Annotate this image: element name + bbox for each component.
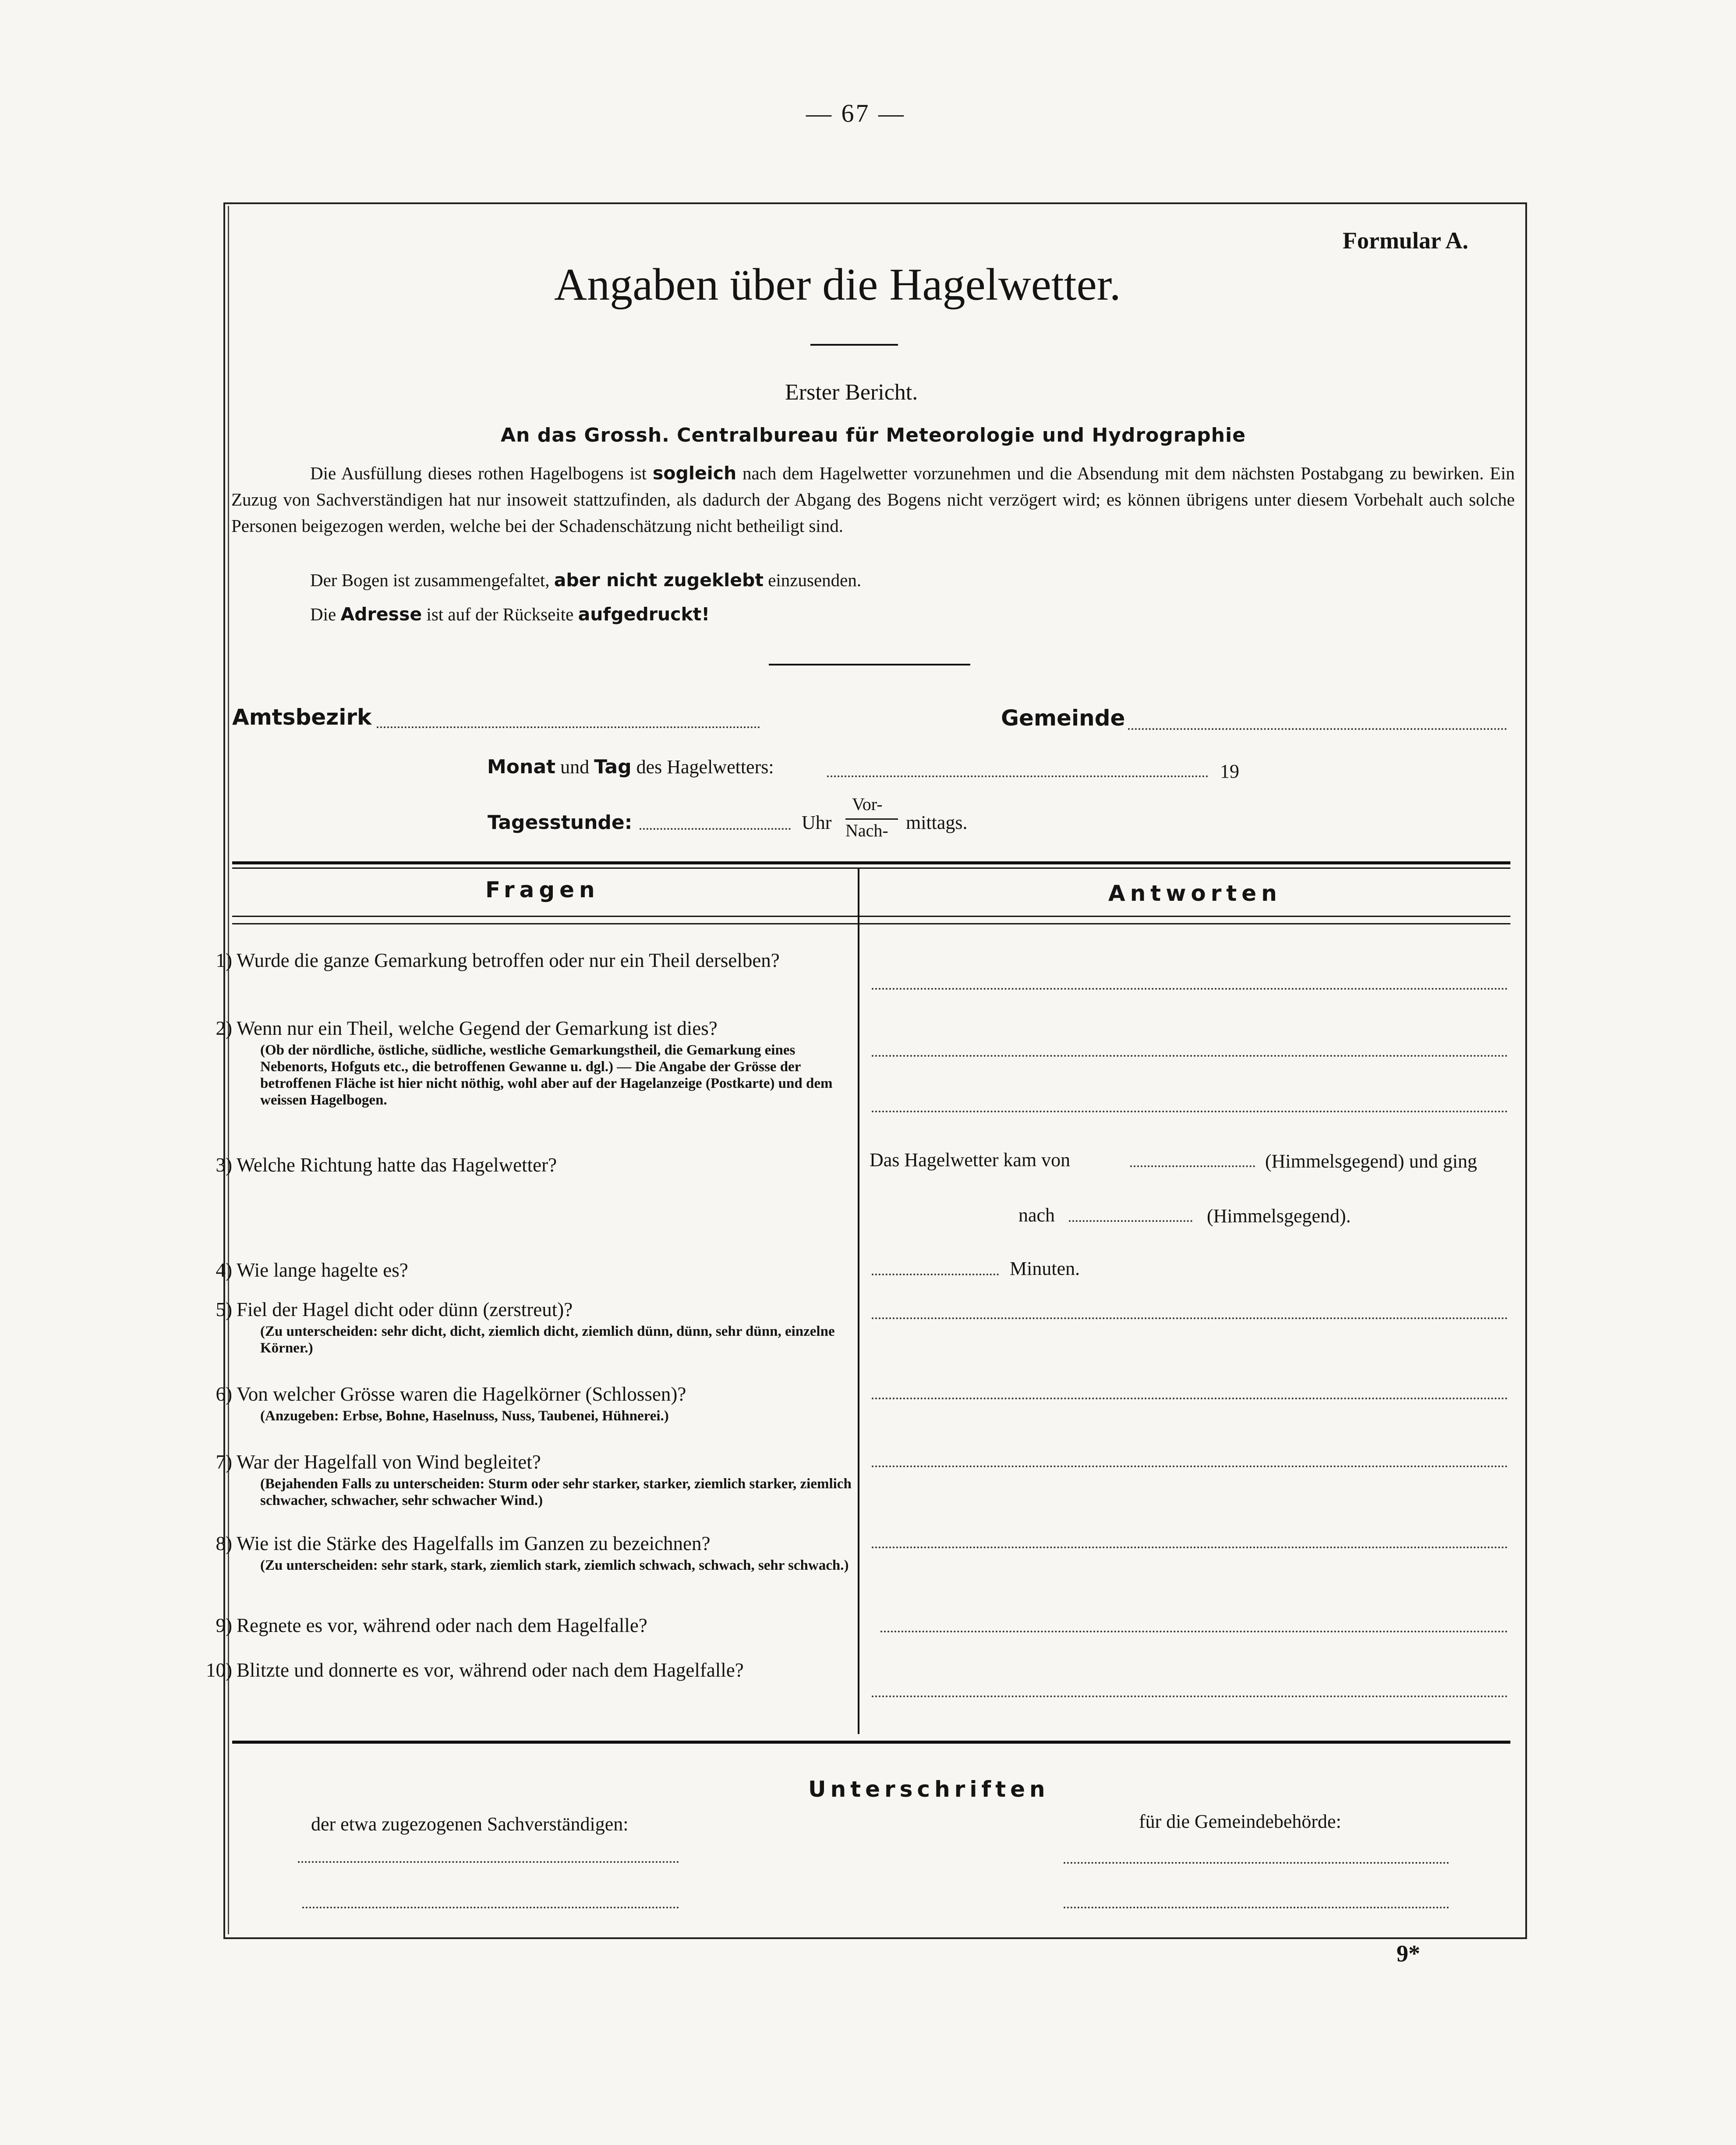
question-text: Wie lange hagelte es? [237, 1259, 408, 1281]
question-text: Wenn nur ein Theil, welche Gegend der Gemarkung ist dies? [237, 1017, 718, 1039]
addressee: An das Grossh. Centralbureau für Meteorologie und Hydrographie [501, 424, 1246, 446]
question-2 [216, 1016, 854, 1108]
column-header-answers: Antworten [1108, 881, 1282, 906]
tagesstunde-field[interactable] [640, 828, 791, 830]
amtsbezirk-field[interactable] [377, 726, 760, 728]
instructions-text: Die Ausfüllung dieses rothen Hagelbogens ist [310, 463, 653, 483]
page-number: — 67 — [806, 99, 905, 127]
column-divider [858, 869, 859, 1734]
instructions-paragraph-1 [231, 460, 1515, 539]
table-top-rule-thin [232, 867, 1510, 869]
gemeinde-field[interactable] [1128, 728, 1507, 730]
question-text: Blitzte und donnerte es vor, während oder nach dem Hagelfalle? [237, 1659, 744, 1681]
nach-label: Nach- [845, 821, 888, 840]
answer-5-field[interactable] [872, 1317, 1508, 1319]
table-header-rule-1 [232, 916, 1510, 917]
answer-6-field[interactable] [872, 1398, 1508, 1399]
municipality-label: für die Gemeindebehörde: [1139, 1811, 1341, 1832]
answer-3-from-label: Das Hagelwetter kam von [870, 1149, 1071, 1171]
question-text: Fiel der Hagel dicht oder dünn (zerstreut)? [237, 1299, 573, 1320]
date-field[interactable] [827, 775, 1208, 777]
instructions-text: nach dem Hagelwetter vorzunehmen und die Absendung mit dem nächsten Postabgang zu bewirken. Ein Zuzug von Sachverständigen hat nur insoweit stattzufinden, als dadurch der Abgang des Bogens nicht verzögert wird; es können übrigens unter diesem Vorbehalt auch solche Personen beigezogen werden, welche bei der Schadenschätzung nicht betheiligt sind. [231, 463, 1515, 536]
question-note: (Bejahenden Falls zu unterscheiden: Sturm oder sehr starker, starker, ziemlich starker, ziemlich schwacher, schwacher, sehr schwacher Wind.) [260, 1476, 852, 1508]
answer-3-from-field[interactable] [1130, 1165, 1255, 1167]
answer-4-field[interactable] [872, 1274, 999, 1275]
fraction-bar [845, 818, 898, 820]
question-note: (Anzugeben: Erbse, Bohne, Haselnuss, Nuss, Taubenei, Hühnerei.) [260, 1408, 669, 1424]
question-number: 4) [216, 1259, 232, 1281]
question-text: Welche Richtung hatte das Hagelwetter? [237, 1154, 557, 1176]
question-number: 3) [216, 1154, 232, 1176]
question-5 [216, 1298, 854, 1356]
question-text: Wurde die ganze Gemarkung betroffen oder nur ein Theil derselben? [237, 949, 780, 971]
question-number: 9) [216, 1614, 232, 1636]
instructions-text: Die [310, 604, 341, 624]
question-9 [216, 1614, 854, 1637]
expert-signature-line-2[interactable] [302, 1907, 679, 1908]
instructions-text: ist auf der Rückseite [422, 604, 578, 624]
instructions-emphasis: Adresse [340, 604, 422, 625]
question-8 [216, 1532, 854, 1574]
answer-10-field[interactable] [872, 1695, 1508, 1697]
amtsbezirk-label: Amtsbezirk [232, 704, 372, 730]
title-divider [810, 344, 898, 346]
question-10 [206, 1658, 854, 1682]
form-label: Formular A. [1343, 227, 1468, 254]
answer-2-field-line-1[interactable] [872, 1055, 1508, 1057]
answer-9-field[interactable] [880, 1631, 1508, 1632]
question-7 [216, 1450, 854, 1509]
experts-label: der etwa zugezogenen Sachverständigen: [311, 1813, 629, 1835]
uhr-label: Uhr [802, 812, 832, 833]
table-bottom-rule [232, 1741, 1510, 1744]
table-top-rule-thick [232, 861, 1510, 864]
vor-label: Vor- [852, 794, 883, 814]
instructions-emphasis: sogleich [652, 463, 737, 484]
answer-4-minutes-label: Minuten. [1010, 1258, 1080, 1279]
question-4 [216, 1258, 854, 1282]
question-number: 7) [216, 1451, 232, 1473]
instructions-divider [769, 664, 970, 665]
monat-label: Monat [487, 756, 556, 778]
answer-3-himmelsgegend-label: (Himmelsgegend) und ging [1265, 1150, 1477, 1172]
question-note: (Zu unterscheiden: sehr stark, stark, ziemlich stark, ziemlich schwach, schwach, sehr schwach.) [260, 1557, 849, 1573]
date-label [487, 756, 774, 778]
signatures-heading: Unterschriften [808, 1777, 1050, 1802]
question-number: 6) [216, 1383, 232, 1405]
question-text: Regnete es vor, während oder nach dem Hagelfalle? [237, 1614, 647, 1636]
answer-3-to-field[interactable] [1069, 1220, 1192, 1222]
question-number: 5) [216, 1299, 232, 1320]
question-number: 8) [216, 1533, 232, 1554]
tagesstunde-label: Tagesstunde: [488, 811, 633, 834]
question-text: War der Hagelfall von Wind begleitet? [237, 1451, 541, 1473]
question-note: (Ob der nördliche, östliche, südliche, westliche Gemarkungstheil, die Gemarkung eines Nebenorts, Hofguts etc., die betroffenen Gewanne u. dgl.) — Die Angabe der Grösse der betroffenen Fläche ist hier nicht nöthig, wohl aber auf der Hagelanzeige (Postkarte) und dem weissen Hagelbogen. [260, 1042, 833, 1108]
question-text: Wie ist die Stärke des Hagelfalls im Ganzen zu bezeichnen? [237, 1533, 711, 1554]
mittags-label: mittags. [906, 812, 968, 833]
form-title: Angaben über die Hagelwetter. [554, 259, 1121, 310]
column-header-questions: Fragen [485, 877, 600, 903]
report-type: Erster Bericht. [785, 380, 918, 405]
answer-2-field-line-2[interactable] [872, 1111, 1508, 1112]
table-header-rule-2 [232, 923, 1510, 924]
answer-7-field[interactable] [872, 1465, 1508, 1467]
und-label: und [555, 756, 594, 778]
instructions-paragraph-2 [310, 570, 861, 591]
instructions-emphasis: aber nicht zugeklebt [554, 570, 764, 591]
des-hagelwetters-label: des Hagelwetters: [631, 756, 774, 778]
instructions-paragraph-3 [310, 604, 710, 625]
question-text: Von welcher Grösse waren die Hagelkörner (Schlossen)? [237, 1383, 686, 1405]
question-number: 10) [206, 1659, 232, 1681]
instructions-text: einzusenden. [763, 570, 862, 590]
question-number: 2) [216, 1017, 232, 1039]
question-1 [216, 949, 854, 972]
question-3 [216, 1153, 854, 1177]
answer-3-to-label: nach [1018, 1204, 1055, 1226]
answer-1-field[interactable] [872, 988, 1508, 990]
instructions-emphasis: aufgedruckt! [578, 604, 710, 625]
answer-3-himmelsgegend-end: (Himmelsgegend). [1207, 1205, 1351, 1227]
year-prefix: 19 [1220, 761, 1239, 782]
gemeinde-label: Gemeinde [1001, 705, 1125, 731]
instructions-text: Der Bogen ist zusammengefaltet, [310, 570, 554, 590]
question-6 [216, 1382, 854, 1424]
question-note: (Zu unterscheiden: sehr dicht, dicht, ziemlich dicht, ziemlich dünn, dünn, sehr dünn, einzelne Körner.) [260, 1324, 835, 1356]
municipality-signature-line-2[interactable] [1064, 1907, 1449, 1908]
tag-label: Tag [594, 756, 632, 778]
footer-mark: 9* [1397, 1940, 1420, 1967]
expert-signature-line-1[interactable] [298, 1861, 679, 1863]
municipality-signature-line-1[interactable] [1064, 1862, 1449, 1864]
answer-8-field[interactable] [872, 1547, 1508, 1548]
question-number: 1) [216, 949, 232, 971]
